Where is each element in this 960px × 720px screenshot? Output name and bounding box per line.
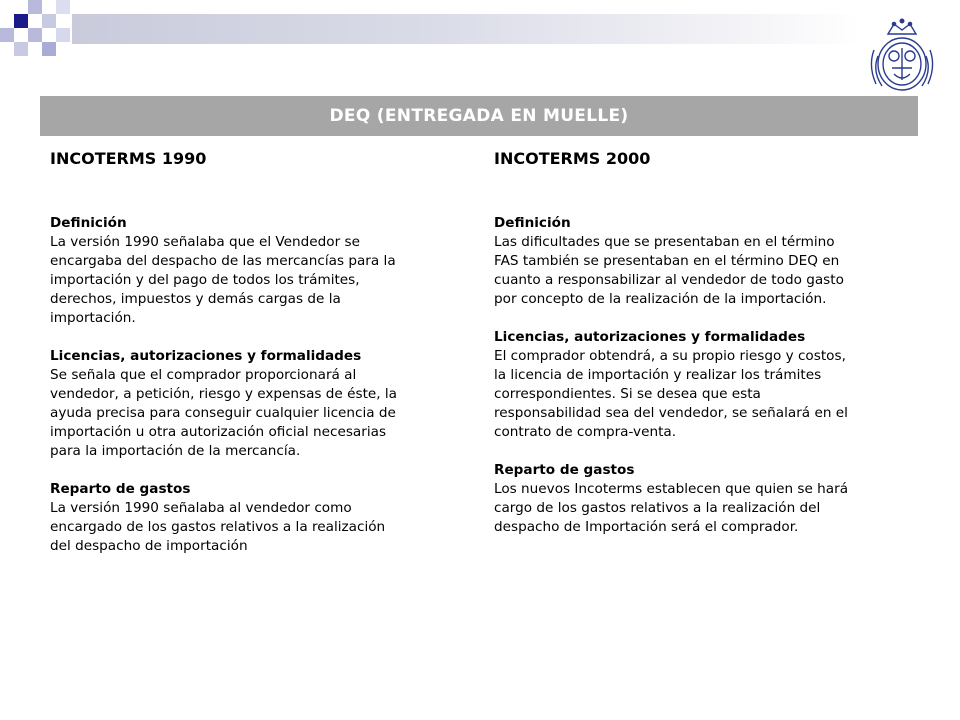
section-licencias [50, 347, 466, 461]
section-title: Definición [50, 215, 127, 231]
section-body: La versión 1990 señalaba al vendedor como encargado de los gastos relativos a la realización del despacho de importación [50, 500, 386, 554]
section-title: Licencias, autorizaciones y formalidades [494, 329, 806, 345]
column-2000 [494, 214, 918, 556]
square-light [0, 28, 14, 42]
section-reparto [494, 461, 918, 537]
section-licencias [494, 328, 918, 442]
square-light [56, 28, 70, 42]
section-title: Reparto de gastos [50, 481, 191, 497]
section-title: Definición [494, 215, 571, 231]
section-reparto [50, 480, 466, 556]
section-body: El comprador obtendrá, a su propio riesgo y costos, la licencia de importación y realizar los trámites correspondientes. Si se desea que esta responsabilidad sea del vendedor, se señalará en el contrato de compra-venta. [494, 348, 848, 440]
section-definicion [494, 214, 918, 309]
header-gradient-bar [72, 14, 862, 44]
square-light [56, 0, 70, 14]
section-definicion [50, 214, 466, 328]
section-title: Reparto de gastos [494, 462, 635, 478]
page-title: DEQ (ENTREGADA EN MUELLE) [329, 106, 629, 126]
section-body: Las dificultades que se presentaban en el término FAS también se presentaban en el término DEQ en cuanto a responsabilizar al vendedor de todo gasto por concepto de la realización de la importación. [494, 234, 844, 307]
square-light [42, 14, 56, 28]
square-light [28, 28, 42, 42]
square-light [14, 42, 28, 56]
section-title: Licencias, autorizaciones y formalidades [50, 348, 362, 364]
column-1990 [50, 214, 466, 575]
crest-seal-icon [864, 16, 940, 96]
column-heading-2000: INCOTERMS 2000 [494, 149, 651, 168]
section-body: Los nuevos Incoterms establecen que quien se hará cargo de los gastos relativos a la realización del despacho de Importación será el comprador. [494, 481, 849, 535]
section-body: Se señala que el comprador proporcionará al vendedor, a petición, riesgo y expensas de éste, la ayuda precisa para conseguir cualquier licencia de importación u otra autorización oficial necesarias para la importación de la mercancía. [50, 367, 398, 459]
title-banner [40, 96, 918, 136]
column-heading-1990: INCOTERMS 1990 [50, 149, 207, 168]
square-medium [42, 42, 56, 56]
square-light [28, 0, 42, 14]
square-dark [14, 14, 28, 28]
section-body: La versión 1990 señalaba que el Vendedor se encargaba del despacho de las mercancías para la importación y del pago de todos los trámites, derechos, impuestos y demás cargas de la importación. [50, 234, 396, 326]
